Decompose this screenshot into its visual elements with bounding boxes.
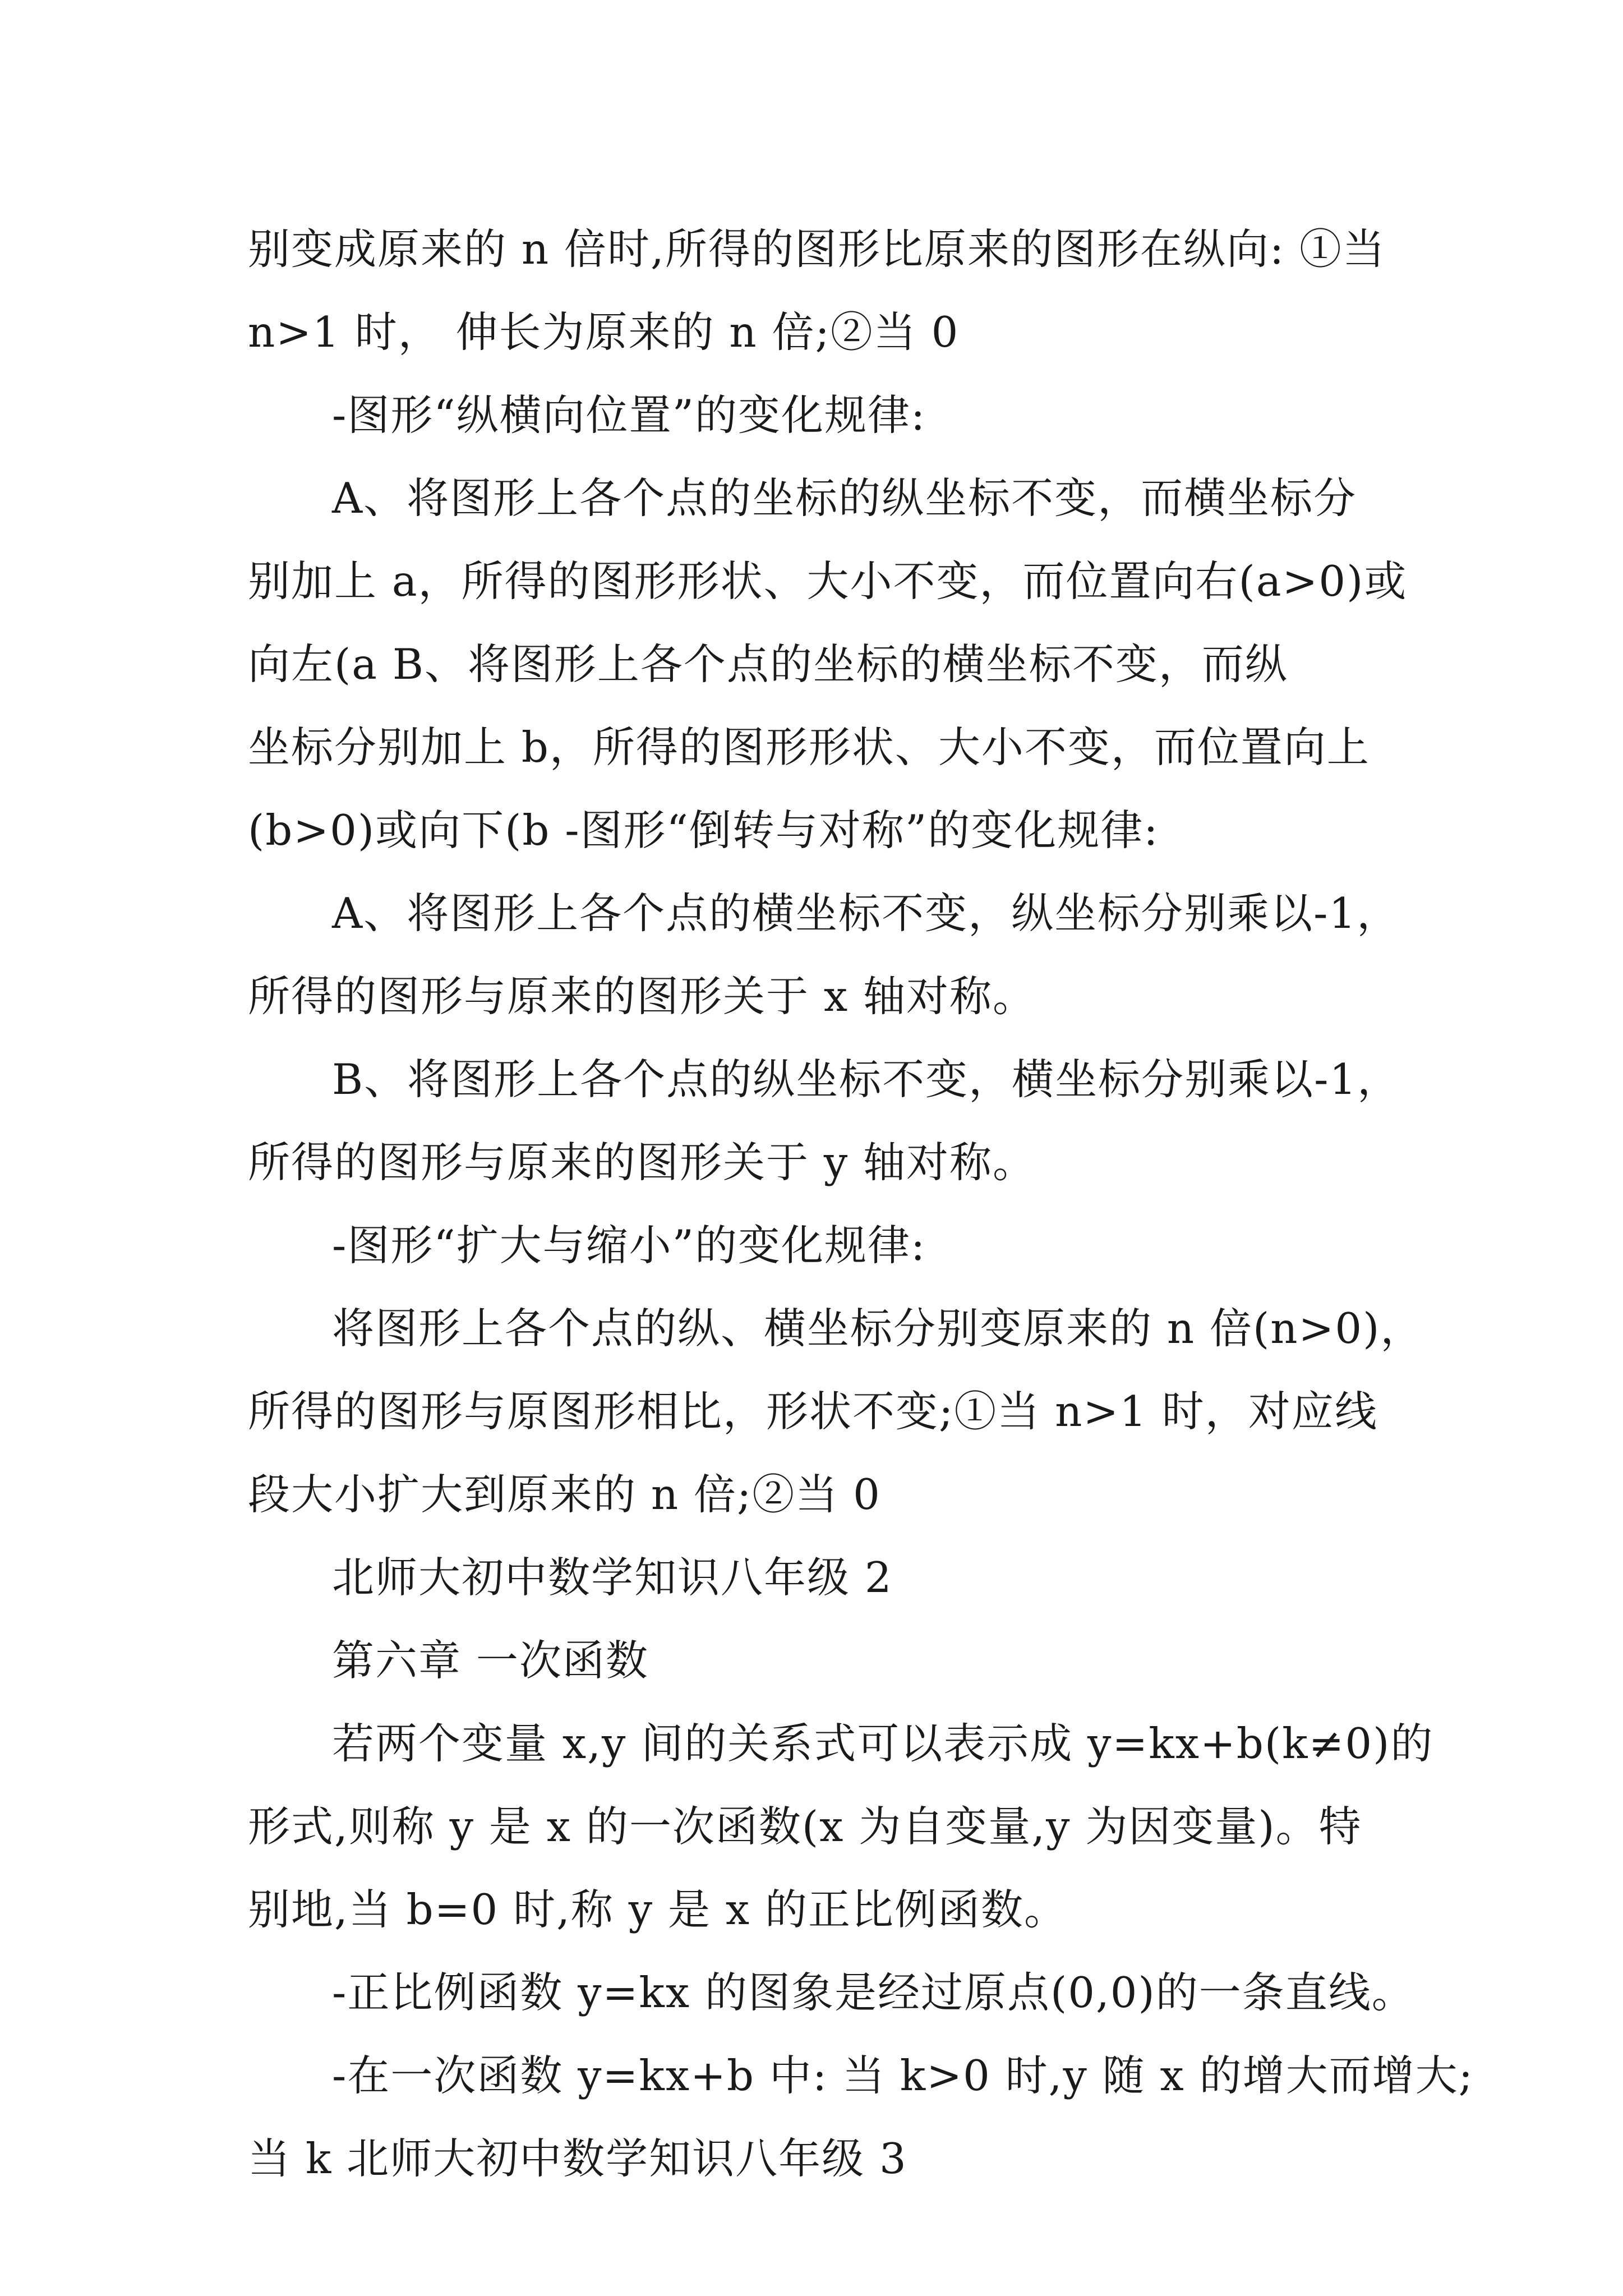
text-line: 形式,则称 y 是 x 的一次函数(x 为自变量,y 为因变量)。特 [248, 1802, 1362, 1851]
text-line: 段大小扩大到原来的 n 倍;②当 0 [248, 1470, 881, 1519]
text-line: 别加上 a，所得的图形形状、大小不变，而位置向右(a>0)或 [248, 556, 1408, 606]
text-line: 别变成原来的 n 倍时,所得的图形比原来的图形在纵向: ①当 [248, 224, 1386, 274]
text-line: -图形“扩大与缩小”的变化规律: [332, 1221, 926, 1270]
chapter-heading: 第六章 一次函数 [332, 1636, 649, 1685]
text-line: (b>0)或向下(b -图形“倒转与对称”的变化规律: [248, 806, 1159, 855]
text-line: n>1 时， 伸长为原来的 n 倍;②当 0 [248, 307, 960, 357]
section-heading: 北师大初中数学知识八年级 2 [332, 1553, 893, 1602]
text-line: 所得的图形与原图形相比，形状不变;①当 n>1 时，对应线 [248, 1387, 1378, 1436]
text-line: 将图形上各个点的纵、横坐标分别变原来的 n 倍(n>0)， [332, 1304, 1424, 1353]
text-line: -正比例函数 y=kx 的图象是经过原点(0,0)的一条直线。 [332, 1968, 1415, 2017]
text-line: 向左(a B、将图形上各个点的坐标的横坐标不变，而纵 [248, 639, 1288, 689]
document-body [248, 208, 1474, 2200]
text-line: 别地,当 b=0 时,称 y 是 x 的正比例函数。 [248, 1885, 1067, 1934]
text-line: -在一次函数 y=kx+b 中: 当 k>0 时,y 随 x 的增大而增大; [332, 2051, 1474, 2100]
text-line: A、将图形上各个点的横坐标不变，纵坐标分别乘以-1， [332, 889, 1400, 938]
text-line: 所得的图形与原来的图形关于 x 轴对称。 [248, 972, 1036, 1021]
text-line: A、将图形上各个点的坐标的纵坐标不变，而横坐标分 [332, 473, 1357, 523]
text-line: -图形“纵横向位置”的变化规律: [332, 390, 926, 440]
text-line: 所得的图形与原来的图形关于 y 轴对称。 [248, 1138, 1036, 1187]
text-line: 当 k 北师大初中数学知识八年级 3 [248, 2134, 907, 2183]
text-line: B、将图形上各个点的纵坐标不变，横坐标分别乘以-1， [332, 1055, 1401, 1104]
text-line: 若两个变量 x,y 间的关系式可以表示成 y=kx+b(k≠0)的 [332, 1719, 1434, 1768]
text-line: 坐标分别加上 b，所得的图形形状、大小不变，而位置向上 [248, 723, 1370, 772]
